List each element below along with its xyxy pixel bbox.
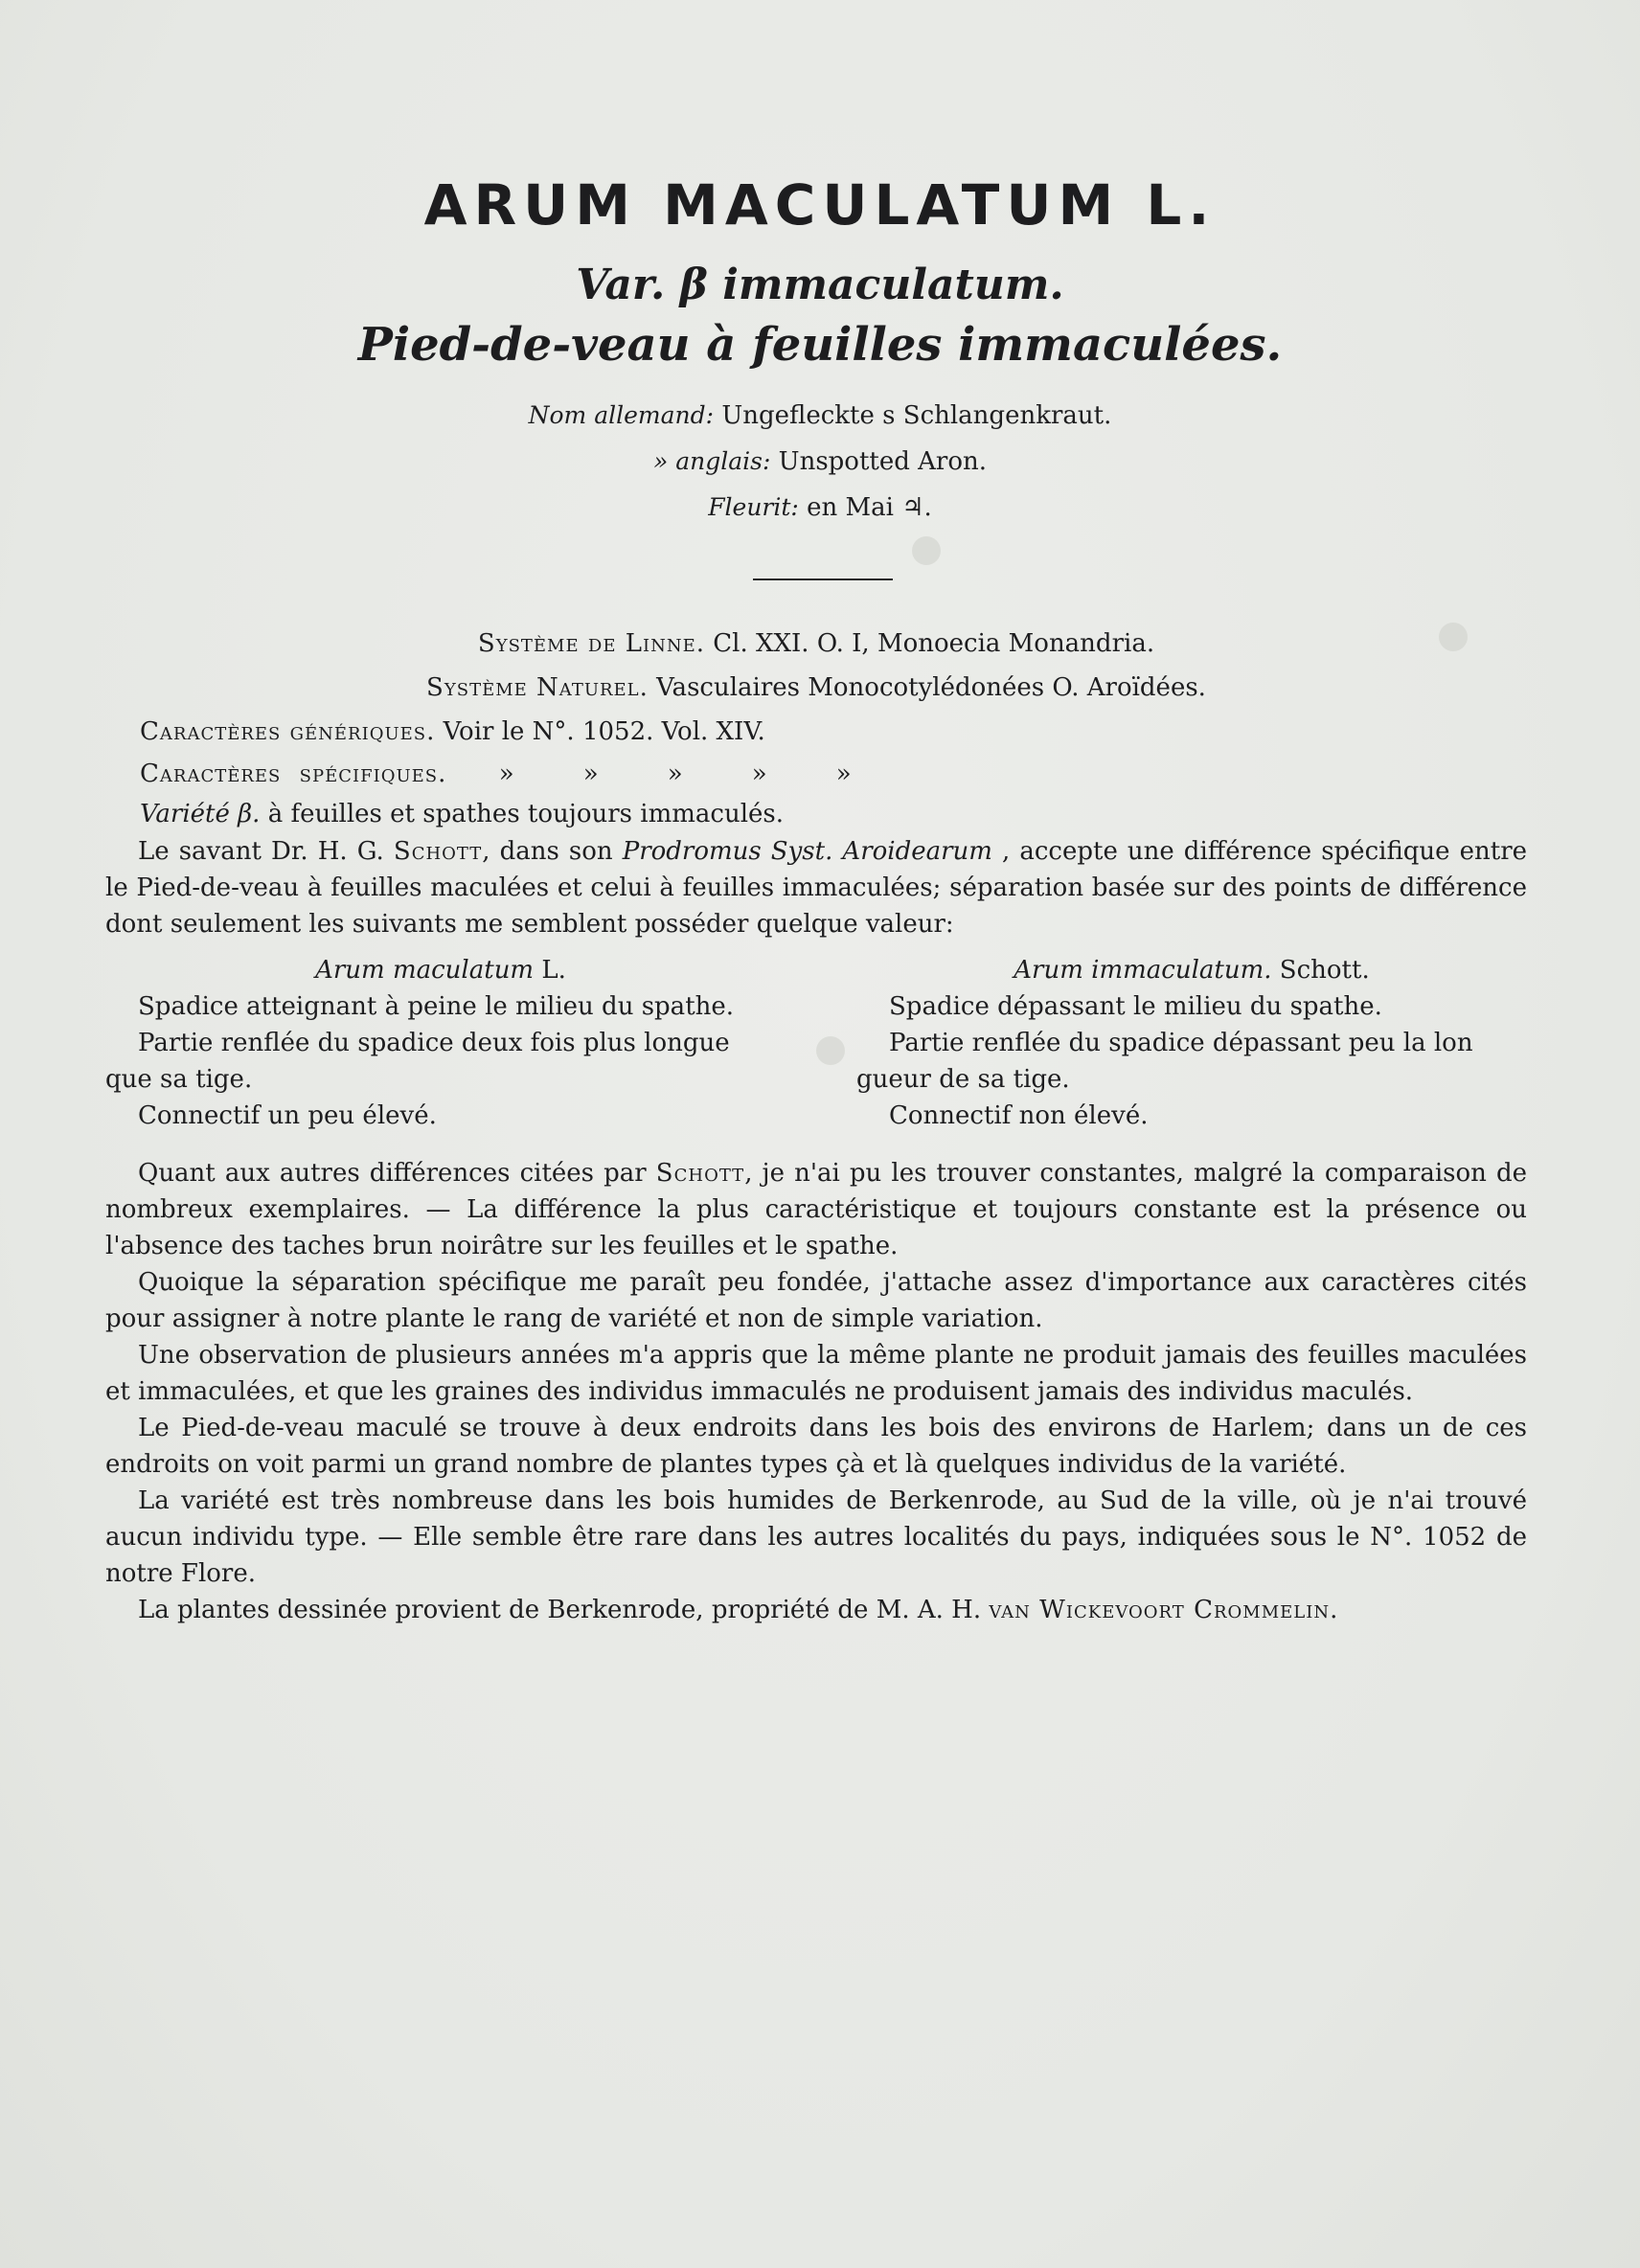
ditto-mark: »: [498, 760, 514, 788]
natural-system: [105, 669, 1527, 707]
variety-text: à feuilles et spathes toujours immaculés.: [267, 800, 785, 828]
german-label: Nom allemand:: [528, 401, 715, 429]
variety-line: [140, 795, 1527, 833]
owner-name: van Wickevoort Crommelin.: [989, 1596, 1339, 1624]
paragraph-text: La plantes dessinée provient de Berkenrode, propriété de M. A. H.: [138, 1596, 982, 1624]
common-names: [0, 393, 1640, 531]
generic-value: Voir le N°. 1052. Vol. XIV.: [443, 717, 765, 746]
intro-text: , dans son: [482, 837, 613, 866]
flowering-label: Fleurit:: [708, 493, 799, 521]
right-column: [856, 952, 1527, 1134]
flowering-value: en Mai ♃.: [807, 493, 932, 522]
comparison-line: Partie renflée du spadice deux fois plus longue: [138, 1029, 730, 1057]
flowering-line: [0, 485, 1640, 531]
paragraph-text: , je n'ai pu les trouver constantes, malgré la comparaison de nombreux exemplaires. — La différence la plus caractéristique et toujours constante est la présence ou l'absence des taches brun noirâtre sur les feuilles et le spathe.: [105, 1159, 1528, 1260]
english-name-line: [0, 439, 1640, 485]
english-value: Unspotted Aron.: [778, 447, 988, 476]
quant-paragraph: [105, 1155, 1527, 1264]
author-name: Schott: [393, 837, 483, 866]
author-name: Schott: [655, 1159, 745, 1188]
left-author: L.: [541, 956, 566, 985]
german-value: Ungefleckte s Schlangenkraut.: [721, 401, 1112, 430]
paper-stain: [912, 536, 941, 565]
comparison-columns: [105, 952, 1527, 1134]
main-text: [105, 624, 1527, 1628]
left-column: [105, 952, 776, 1134]
specific-label: Caractères spécifiques.: [140, 760, 447, 788]
right-author: Schott.: [1279, 956, 1370, 985]
ditto-mark: »: [835, 760, 852, 788]
naturel-label: Système Naturel.: [426, 673, 649, 702]
right-head: [856, 952, 1527, 988]
paragraph-text: Quant aux autres différences citées par: [138, 1159, 647, 1188]
ditto-mark: »: [582, 760, 599, 788]
naturel-value: Vasculaires Monocotylédonées O. Aroïdées.: [656, 673, 1206, 702]
berkenrode-paragraph: La variété est très nombreuse dans les bois humides de Berkenrode, au Sud de la ville, où je n'ai trouvé aucun individu type. — Elle semble être rare dans les autres localités du pays, indiquées sous le N°. 1052 de notre Flore.: [105, 1486, 1527, 1588]
observation-paragraph: Une observation de plusieurs années m'a appris que la même plante ne produit jamais des feuilles maculées et immaculées, et que les graines des individus immaculés ne produisent jamais des individus maculés.: [105, 1341, 1527, 1406]
comparison-line: Spadice atteignant à peine le milieu du spathe.: [138, 992, 735, 1021]
linne-label: Système de Linne.: [477, 629, 706, 658]
intro-paragraph: [105, 833, 1527, 942]
divider: [753, 578, 893, 580]
generic-characters: [140, 713, 1527, 751]
comparison-line: gueur de sa tige.: [856, 1065, 1070, 1094]
comparison-line: Spadice dépassant le milieu du spathe.: [889, 992, 1382, 1021]
linne-value: Cl. XXI. O. I, Monoecia Monandria.: [713, 629, 1155, 658]
french-name: Pied-de-veau à feuilles immaculées.: [357, 318, 1283, 372]
variety-label: Variété β.: [140, 800, 261, 828]
english-label: » anglais:: [652, 447, 771, 475]
left-species: Arum maculatum: [315, 956, 535, 985]
work-title: Prodromus Syst. Aroidearum: [622, 837, 992, 866]
intro-text: Le savant Dr. H. G.: [138, 837, 384, 866]
linne-system: [105, 624, 1527, 663]
page-title: ARUM MACULATUM L.: [423, 172, 1217, 238]
right-species: Arum immaculatum.: [1014, 956, 1272, 985]
final-paragraph: [105, 1592, 1527, 1628]
ditto-mark: »: [751, 760, 767, 788]
quoique-paragraph: Quoique la séparation spécifique me paraît peu fondée, j'attache assez d'importance aux caractères cités pour assigner à notre plante le rang de variété et non de simple variation.: [105, 1268, 1527, 1333]
comparison-line: Connectif un peu élevé.: [138, 1101, 437, 1130]
variety-subtitle: Var. β immaculatum.: [576, 261, 1064, 309]
comparison-line: Connectif non élevé.: [889, 1101, 1149, 1130]
specific-characters: [140, 755, 1527, 793]
german-name-line: [0, 393, 1640, 439]
comparison-line: que sa tige.: [105, 1065, 253, 1094]
generic-label: Caractères génériques.: [140, 717, 436, 746]
harlem-paragraph: Le Pied-de-veau maculé se trouve à deux endroits dans les bois des environs de Harlem; dans un de ces endroits on voit parmi un grand nombre de plantes types çà et là quelques individus de la variété.: [105, 1414, 1527, 1479]
comparison-line: Partie renflée du spadice dépassant peu la lon: [889, 1029, 1473, 1057]
ditto-mark: »: [667, 760, 683, 788]
left-head: [105, 952, 776, 988]
intro-text: , accepte une différence spécifique entre le Pied-de-veau à feuilles maculées et celui à feuilles immaculées; séparation basée sur des points de différence dont seulement les suivants me semblent posséder quelque valeur:: [105, 837, 1528, 939]
